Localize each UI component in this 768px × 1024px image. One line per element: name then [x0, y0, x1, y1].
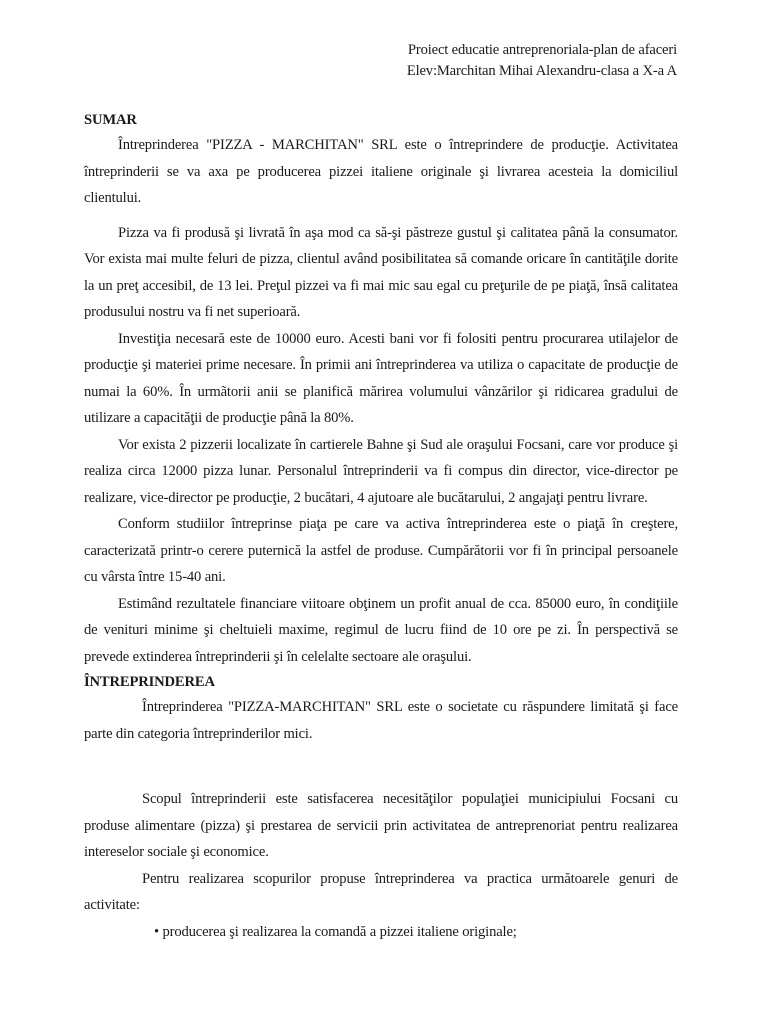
intreprinderea-paragraph-3: Pentru realizarea scopurilor propuse întreprinderea va practica următoarele genuri de activitate: — [84, 870, 678, 913]
sumar-paragraph-2: Pizza va fi produsă şi livrată în aşa mod ca să-şi păstreze gustul şi calitatea până la consumator. Vor exista mai multe feluri de pizza, clientul având posibilitatea să comande oricare în cantităţile dorite la un preţ accesibil, de 13 lei. Preţul pizzei va fi mai mic sau egal cu preţurile de pe piaţă, însă calitatea produsului nostru va fi net superioară. — [84, 224, 678, 320]
intreprinderea-paragraph-2: Scopul întreprinderii este satisfacerea necesităţilor populaţiei municipiului Focsani cu produse alimentare (pizza) şi prestarea de servicii prin activitatea de antreprenoriat pentru realizarea intereselor sociale şi economice. — [84, 791, 678, 860]
page-header — [84, 40, 678, 82]
intreprinderea-paragraph-1: Întreprinderea "PIZZA-MARCHITAN" SRL este o societate cu răspundere limitată şi face parte din categoria întreprinderilor mici. — [84, 699, 678, 742]
activity-list-item: • producerea şi realizarea la comandă a pizzei italiene originale; — [154, 923, 517, 940]
header-project-title: Proiect educatie antreprenoriala-plan de afaceri — [407, 42, 677, 58]
header-student-name: Elev:Marchitan Mihai Alexandru-clasa a X-a A — [406, 63, 677, 79]
sumar-paragraph-1: Întreprinderea "PIZZA - MARCHITAN" SRL este o întreprindere de producţie. Activitatea întreprinderii se va axa pe producerea pizzei italiene originale şi livrarea acesteia la domiciliul clientului. — [84, 137, 678, 206]
sumar-paragraph-6: Estimând rezultatele financiare viitoare obţinem un profit anual de cca. 85000 euro, în condiţiile de venituri minime şi cheltuieli maxime, regimul de lucru fiind de 10 ore pe zi. În perspectivă se prevede extinderea întreprinderii şi în celelalte sectoare ale oraşului. — [84, 595, 678, 665]
section-title-intreprinderea: ÎNTREPRINDEREA — [84, 674, 215, 690]
sumar-paragraph-4: Vor exista 2 pizzerii localizate în cartierele Bahne şi Sud ale oraşului Focsani, care vor produce şi realiza circa 12000 pizza lunar. Personalul întreprinderii va fi compus din director, vice-director pe realizare, vice-director pe producţie, 2 bucătari, 4 ajutoare ale bucătarului, 2 angajaţi pentru livrare. — [84, 436, 678, 506]
sumar-paragraph-5: Conform studiilor întreprinse piaţa pe care va activa întreprinderea este o piaţă în creştere, caracterizată printr-o cerere puternică la astfel de produse. Cumpărătorii vor fi în principal persoanele cu vârsta între 15-40 ani. — [84, 516, 678, 585]
sumar-paragraph-3: Investiţia necesară este de 10000 euro. Acesti bani vor fi folositi pentru procurarea utilajelor de producţie şi materiei prime necesare. În primii ani întreprinderea va utiliza o capacitate de producţie de numai la 60%. În urmãtorii anii se planifică mărirea volumului vânzărilor şi ridicarea gradului de utilizare a capacităţii de producţie până la 80%. — [84, 330, 678, 426]
section-title-sumar: SUMAR — [84, 112, 137, 128]
blank-space — [84, 747, 678, 786]
